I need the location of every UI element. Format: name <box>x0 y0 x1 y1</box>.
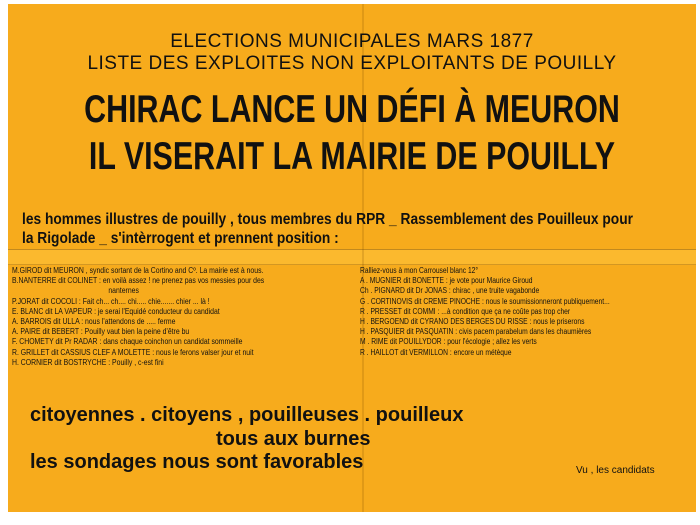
left-candidate-list <box>12 266 305 368</box>
list-item: M.GIROD dit MEURON , syndic sortant de la Cortino and Cº. La mairie est à nous. <box>12 266 264 275</box>
subtitle-line-1: les hommes illustres de pouilly , tous membres du RPR _ Rassemblement des Pouilleux pour <box>22 211 633 228</box>
closing-line-2: tous aux burnes <box>216 428 371 450</box>
header-line-1: ELECTIONS MUNICIPALES MARS 1877 <box>170 31 534 52</box>
list-item: E. BLANC dit LA VAPEUR : je serai l'Equidé conducteur du candidat <box>12 306 220 316</box>
list-item: A. BARROIS dit ULLA : nous l'attendons de ..... ferme <box>12 317 176 327</box>
list-item: M . RIME dit POUILLYDOR : pour l'écologie ; allez les verts <box>360 337 537 347</box>
list-item: H . BERGOEND dit CYRANO DES BERGES DU RISSE : nous le priserons <box>360 317 585 327</box>
printer-mark <box>680 329 686 389</box>
signature: Vu , les candidats <box>576 465 655 476</box>
headline-line-2: IL VISERAIT LA MAIRIE DE POUILLY <box>88 135 616 178</box>
list-item: G . CORTINOVIS dit CREME PINOCHE : nous le soumissionneront publiquement... <box>360 296 610 306</box>
list-item: A. PAIRE dit BEBERT : Pouilly vaut bien la peine d'être bu <box>12 327 190 337</box>
horizontal-fold <box>8 249 696 265</box>
list-item: Ralliez-vous à mon Carrousel blanc 12° <box>360 266 479 275</box>
election-poster <box>8 4 696 512</box>
header-line-2: LISTE DES EXPLOITES NON EXPLOITANTS DE POUILLY <box>87 53 617 74</box>
list-item: Ch . PIGNARD dit Dr JONAS : chirac , une truite vagabonde <box>360 286 540 296</box>
list-item: R . PRESSET dit COMMI : ...à condition que ça ne coûte pas trop cher <box>360 306 571 316</box>
list-item: F. CHOMETY dit Pr RADAR : dans chaque coinchon un candidat sommeille <box>12 337 243 347</box>
list-item: R. GRILLET dit CASSIUS CLEF A MOLETTE : nous le ferons valser jour et nuit <box>12 347 254 357</box>
list-item: P.JORAT dit COCOLI : Fait ch... ch.... chi..... chie....... chier ... là ! <box>12 296 210 306</box>
list-item: A . MUGNIER dit BONETTE : je vote pour Maurice Giroud <box>360 276 533 286</box>
list-item: B.NANTERRE dit COLINET : en voilà assez ! ne prenez pas vos messies pour des <box>12 276 265 286</box>
headline-line-1: CHIRAC LANCE UN DÉFI À MEURON <box>84 88 620 131</box>
closing-line-1: citoyennes . citoyens , pouilleuses . pouilleux <box>30 404 464 426</box>
list-item: H . PASQUIER dit PASQUATIN : civis pacem parabelum dans les chaumières <box>360 327 592 337</box>
right-candidate-list <box>360 266 657 358</box>
list-item: nanternes <box>108 286 139 296</box>
subtitle-line-2: la Rigolade _ s'intèrrogent et prennent position : <box>22 230 339 247</box>
closing-line-3: les sondages nous sont favorables <box>30 451 364 473</box>
list-item: H. CORNIER dit BOSTRYCHE : Pouilly , c-est fini <box>12 357 164 367</box>
list-item: R . HAILLOT dit VERMILLON : encore un métèque <box>360 347 512 357</box>
